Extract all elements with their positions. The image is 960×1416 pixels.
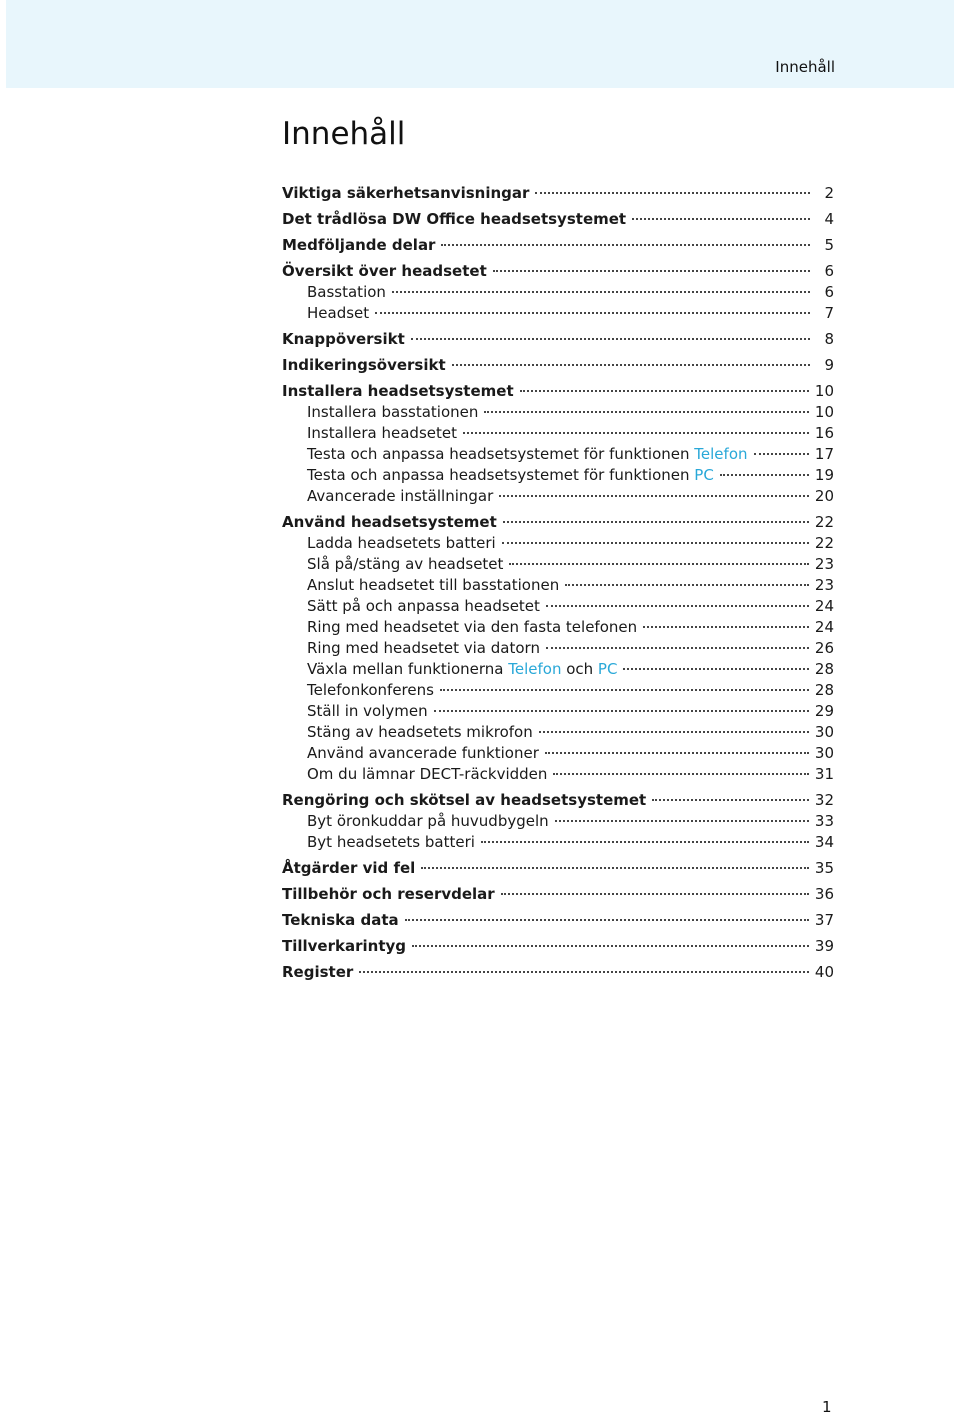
dot-leader (484, 411, 809, 413)
dot-leader (421, 867, 809, 869)
dot-leader (546, 647, 809, 649)
toc-title-text: Tillbehör och reservdelar (282, 885, 495, 903)
toc-title-text: Headset (307, 304, 370, 322)
toc-page-number: 7 (824, 304, 834, 322)
toc-entry[interactable] (282, 282, 834, 303)
toc-page-number: 34 (814, 833, 834, 851)
dot-leader (375, 312, 810, 314)
toc-page-number: 24 (814, 618, 834, 636)
toc-title-text: Byt headsetets batteri (307, 833, 475, 851)
toc-entry[interactable] (282, 575, 834, 596)
dot-leader (565, 584, 809, 586)
toc-entry-title (282, 329, 405, 350)
toc-title-text: Om du lämnar DECT-räckvidden (307, 765, 548, 783)
dot-leader (463, 432, 809, 434)
toc-page-number: 28 (814, 660, 834, 678)
toc-page-number: 22 (814, 534, 834, 552)
dot-leader (553, 773, 809, 775)
toc-entry-title (307, 554, 503, 575)
toc-title-text: Tekniska data (282, 911, 399, 929)
dot-leader (545, 752, 809, 754)
page-number: 1 (822, 1398, 832, 1416)
toc-entry-title (307, 444, 748, 465)
dot-leader (501, 893, 809, 895)
toc-entry[interactable] (282, 465, 834, 486)
toc-entry-title (307, 465, 714, 486)
toc-entry[interactable] (282, 701, 834, 722)
toc-entry-title (307, 832, 475, 853)
toc-entry-title (282, 209, 626, 230)
toc-title-text: Ladda headsetets batteri (307, 534, 496, 552)
dot-leader (359, 971, 809, 973)
toc-entry[interactable] (282, 209, 834, 230)
toc-entry-title (282, 858, 415, 879)
toc-page-number: 6 (824, 262, 834, 280)
toc-title-text: Översikt över headsetet (282, 262, 487, 280)
toc-entry[interactable] (282, 235, 834, 256)
toc-entry[interactable] (282, 533, 834, 554)
toc-title-text: Register (282, 963, 354, 981)
toc-title-text: Testa och anpassa headsetsystemet för funktionen (307, 466, 695, 484)
toc-entry-title (282, 884, 495, 905)
toc-page-number: 26 (814, 639, 834, 657)
toc-entry-title (307, 680, 434, 701)
dot-leader (434, 710, 809, 712)
toc-title-text: Knappöversikt (282, 330, 405, 348)
toc-title-text: Telefonkonferens (307, 681, 434, 699)
toc-title-text: Stäng av headsetets mikrofon (307, 723, 533, 741)
toc-page-number: 30 (814, 723, 834, 741)
dot-leader (481, 841, 809, 843)
toc-title-text: Slå på/stäng av headsetet (307, 555, 504, 573)
toc-page-number: 4 (824, 210, 834, 228)
toc-entry[interactable] (282, 743, 834, 764)
toc-entry[interactable] (282, 423, 834, 444)
toc-page-number: 39 (814, 937, 834, 955)
dot-leader (440, 689, 809, 691)
toc-entry[interactable] (282, 764, 834, 785)
toc-title-text: Installera headsetet (307, 424, 457, 442)
toc-entry-title (282, 183, 529, 204)
toc-title-text: Använd headsetsystemet (282, 513, 497, 531)
toc-entry[interactable] (282, 936, 834, 957)
toc-entry-title (307, 659, 617, 680)
toc-entry-title (307, 638, 540, 659)
toc-entry[interactable] (282, 832, 834, 853)
toc-highlight-term: Telefon (508, 660, 562, 678)
dot-leader (652, 799, 809, 801)
toc-page-number: 9 (824, 356, 834, 374)
toc-entry-title (282, 962, 353, 983)
toc-entry-title (282, 355, 446, 376)
toc-entry[interactable] (282, 680, 834, 701)
toc-page-number: 33 (814, 812, 834, 830)
toc-title-text: Installera basstationen (307, 403, 479, 421)
toc-entry-title (282, 512, 497, 533)
toc-entry-title (282, 235, 435, 256)
toc-entry-title (282, 790, 646, 811)
toc-entry[interactable] (282, 722, 834, 743)
toc-page-number: 30 (814, 744, 834, 762)
toc-page-number: 6 (824, 283, 834, 301)
dot-leader (555, 820, 809, 822)
dot-leader (720, 474, 809, 476)
toc-page-number: 5 (824, 236, 834, 254)
toc-entry[interactable] (282, 962, 834, 983)
toc-entry[interactable] (282, 659, 834, 680)
dot-leader (412, 945, 809, 947)
toc-entry[interactable] (282, 884, 834, 905)
toc-entry-title (307, 575, 559, 596)
toc-page-number: 28 (814, 681, 834, 699)
toc-entry[interactable] (282, 183, 834, 204)
toc-page-number: 10 (814, 403, 834, 421)
dot-leader (546, 605, 809, 607)
toc-page-number: 19 (814, 466, 834, 484)
toc-entry[interactable] (282, 329, 834, 350)
toc-page-number: 40 (814, 963, 834, 981)
dot-leader (643, 626, 809, 628)
toc-entry-title (282, 381, 514, 402)
toc-entry[interactable] (282, 638, 834, 659)
dot-leader (493, 270, 810, 272)
dot-leader (754, 453, 809, 455)
toc-page-number: 20 (814, 487, 834, 505)
toc-page-number: 24 (814, 597, 834, 615)
toc-title-text: Indikeringsöversikt (282, 356, 446, 374)
dot-leader (632, 218, 810, 220)
toc-page-number: 37 (814, 911, 834, 929)
table-of-contents (282, 183, 834, 983)
toc-entry-title (282, 261, 487, 282)
toc-title-text: Ställ in volymen (307, 702, 428, 720)
toc-entry[interactable] (282, 512, 834, 533)
toc-title-text: Använd avancerade funktioner (307, 744, 539, 762)
toc-entry-title (307, 743, 539, 764)
toc-entry[interactable] (282, 617, 834, 638)
toc-title-text: Byt öronkuddar på huvudbygeln (307, 812, 549, 830)
dot-leader (503, 521, 809, 523)
toc-title-text: Testa och anpassa headsetsystemet för funktionen (307, 445, 695, 463)
toc-page-number: 31 (814, 765, 834, 783)
toc-title-text: Viktiga säkerhetsanvisningar (282, 184, 530, 202)
dot-leader (535, 192, 810, 194)
toc-entry[interactable] (282, 444, 834, 465)
toc-entry[interactable] (282, 554, 834, 575)
toc-entry[interactable] (282, 381, 834, 402)
toc-entry-title (307, 617, 637, 638)
toc-page-number: 29 (814, 702, 834, 720)
dot-leader (539, 731, 809, 733)
dot-leader (502, 542, 809, 544)
toc-entry[interactable] (282, 910, 834, 931)
toc-title-text: Ring med headsetet via den fasta telefonen (307, 618, 638, 636)
toc-title-text: Växla mellan funktionerna (307, 660, 509, 678)
toc-title-text: Tillverkarintyg (282, 937, 407, 955)
dot-leader (499, 495, 809, 497)
toc-page-number: 22 (814, 513, 834, 531)
toc-entry-title (307, 303, 369, 324)
dot-leader (520, 390, 809, 392)
toc-entry[interactable] (282, 355, 834, 376)
toc-title-text: och (561, 660, 598, 678)
toc-page-number: 23 (814, 555, 834, 573)
toc-highlight-term: PC (694, 466, 714, 484)
page-title: Innehåll (282, 116, 406, 152)
dot-leader (405, 919, 809, 921)
toc-entry[interactable] (282, 811, 834, 832)
toc-entry[interactable] (282, 596, 834, 617)
dot-leader (623, 668, 808, 670)
toc-title-text: Rengöring och skötsel av headsetsystemet (282, 791, 647, 809)
toc-entry[interactable] (282, 261, 834, 282)
toc-title-text: Åtgärder vid fel (282, 859, 416, 877)
toc-page-number: 8 (824, 330, 834, 348)
toc-entry[interactable] (282, 303, 834, 324)
toc-title-text: Anslut headsetet till basstationen (307, 576, 560, 594)
toc-title-text: Det trådlösa DW Office headsetsystemet (282, 210, 627, 228)
toc-title-text: Installera headsetsystemet (282, 382, 514, 400)
toc-entry[interactable] (282, 858, 834, 879)
toc-entry-title (307, 282, 386, 303)
toc-title-text: Sätt på och anpassa headsetet (307, 597, 540, 615)
toc-entry-title (307, 764, 547, 785)
toc-page-number: 17 (814, 445, 834, 463)
toc-page-number: 10 (814, 382, 834, 400)
toc-entry[interactable] (282, 790, 834, 811)
toc-page-number: 23 (814, 576, 834, 594)
toc-entry[interactable] (282, 486, 834, 507)
toc-title-text: Medföljande delar (282, 236, 436, 254)
toc-entry-title (307, 486, 493, 507)
toc-entry-title (307, 811, 549, 832)
toc-title-text: Ring med headsetet via datorn (307, 639, 540, 657)
dot-leader (509, 563, 808, 565)
dot-leader (392, 291, 810, 293)
toc-highlight-term: Telefon (694, 445, 748, 463)
toc-title-text: Basstation (307, 283, 386, 301)
toc-entry-title (307, 423, 457, 444)
running-header: Innehåll (775, 58, 835, 76)
toc-title-text: Avancerade inställningar (307, 487, 494, 505)
toc-page-number: 2 (824, 184, 834, 202)
toc-page-number: 16 (814, 424, 834, 442)
dot-leader (411, 338, 810, 340)
toc-page-number: 36 (814, 885, 834, 903)
toc-entry-title (307, 402, 478, 423)
toc-highlight-term: PC (597, 660, 618, 678)
toc-entry-title (307, 596, 540, 617)
toc-entry-title (307, 533, 496, 554)
toc-entry[interactable] (282, 402, 834, 423)
toc-page-number: 35 (814, 859, 834, 877)
toc-entry-title (282, 910, 399, 931)
toc-entry-title (307, 701, 428, 722)
dot-leader (441, 244, 810, 246)
toc-page-number: 32 (814, 791, 834, 809)
dot-leader (452, 364, 810, 366)
toc-entry-title (307, 722, 533, 743)
toc-entry-title (282, 936, 406, 957)
